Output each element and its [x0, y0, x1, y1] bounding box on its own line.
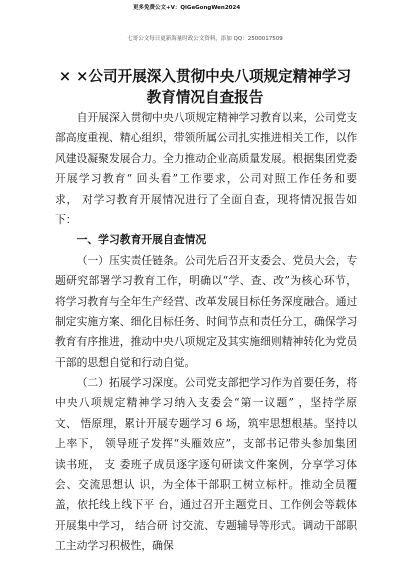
intro-line: 开展学习教育“ 回头看”工作要求，公司对照工作任务和要 — [55, 172, 357, 186]
paragraph-line: 会、交流思想认 识，为全体干部职工树立标杆。推动全员覆 — [55, 478, 357, 492]
paragraph-line: 中央八项规定精神学习纳入支委会“第一议题” ，坚持学原 — [55, 396, 357, 410]
paragraph-line: 上率下， 领导班子发挥“头雁效应”，支部书记带头参加集团 — [55, 437, 357, 451]
intro-line: 部高度重视、精心组织，带领所属公司扎实推进相关工作，以作 — [55, 131, 357, 145]
paragraph-line: 教育有序推进，推动中央八项规定及其实施细则精神转化为党员 — [55, 335, 357, 349]
paragraph-line: 文、 悟原理，累计开展专题学习 6 场，筑牢思想根基。坚持以 — [55, 416, 357, 430]
title-line: × ×公司开展深入贯彻中央八项规定精神学习 — [58, 68, 352, 85]
intro-line: 风建设凝聚发展合力。全力推动企业高质量发展。根据集团党委 — [55, 151, 357, 165]
notice-header: 七哥公文每日更新海量时政公文资料，添加 QQ：2500017509 — [127, 36, 283, 42]
paragraph-line: （二）拓展学习深度。公司党支部把学习作为首要任务，将 — [76, 376, 357, 390]
paragraph-line: 盖，依托线上线下平 台，通过召开主题党日、工作例会等载体 — [55, 498, 357, 512]
paragraph-line: 读书班， 支 委班子成员逐字逐句研读文件案例，分享学习体 — [55, 457, 357, 471]
paragraph-line: 干部的思想自觉和行动自觉。 — [55, 355, 196, 369]
intro-line: 下： — [55, 212, 77, 226]
document-body — [55, 108, 357, 557]
section-heading: 一、学习教育开展自查情况 — [76, 233, 207, 247]
paragraph-line: （一）压实责任链条。公司先后召开支委会、党员大会，专 — [76, 253, 357, 267]
intro-line: 求， 对学习教育开展情况进行了全面自查，现将情况报告如 — [55, 192, 357, 206]
intro-line: 自开展深入贯彻中央八项规定精神学习教育以来，公司党支 — [76, 111, 357, 124]
paragraph-line: 开展集中学习， 结合研 讨交流、专题辅导等形式。调动干部职 — [55, 518, 357, 532]
paragraph-line: 制定实施方案、细化目标任务、时间节点和责任分工，确保学习 — [55, 314, 357, 328]
promo-header: 更多免费公文+V：QiGeGongWen2024 — [133, 5, 241, 11]
paragraph-line: 将学习教育与全年生产经营、改革发展目标任务深度融合。通过 — [55, 294, 357, 308]
section-paragraph-2 — [55, 373, 357, 557]
intro-paragraph — [55, 108, 357, 230]
document-title — [53, 66, 357, 108]
title-line: 教育情况自查报告 — [146, 89, 264, 106]
paragraph-line: 工主动学习积极性，确保 — [55, 539, 174, 553]
paragraph-line: 题研究部署学习教育工作，明确以“学、查、改”为核心环节， — [55, 274, 357, 288]
section-paragraph-1 — [55, 251, 357, 373]
